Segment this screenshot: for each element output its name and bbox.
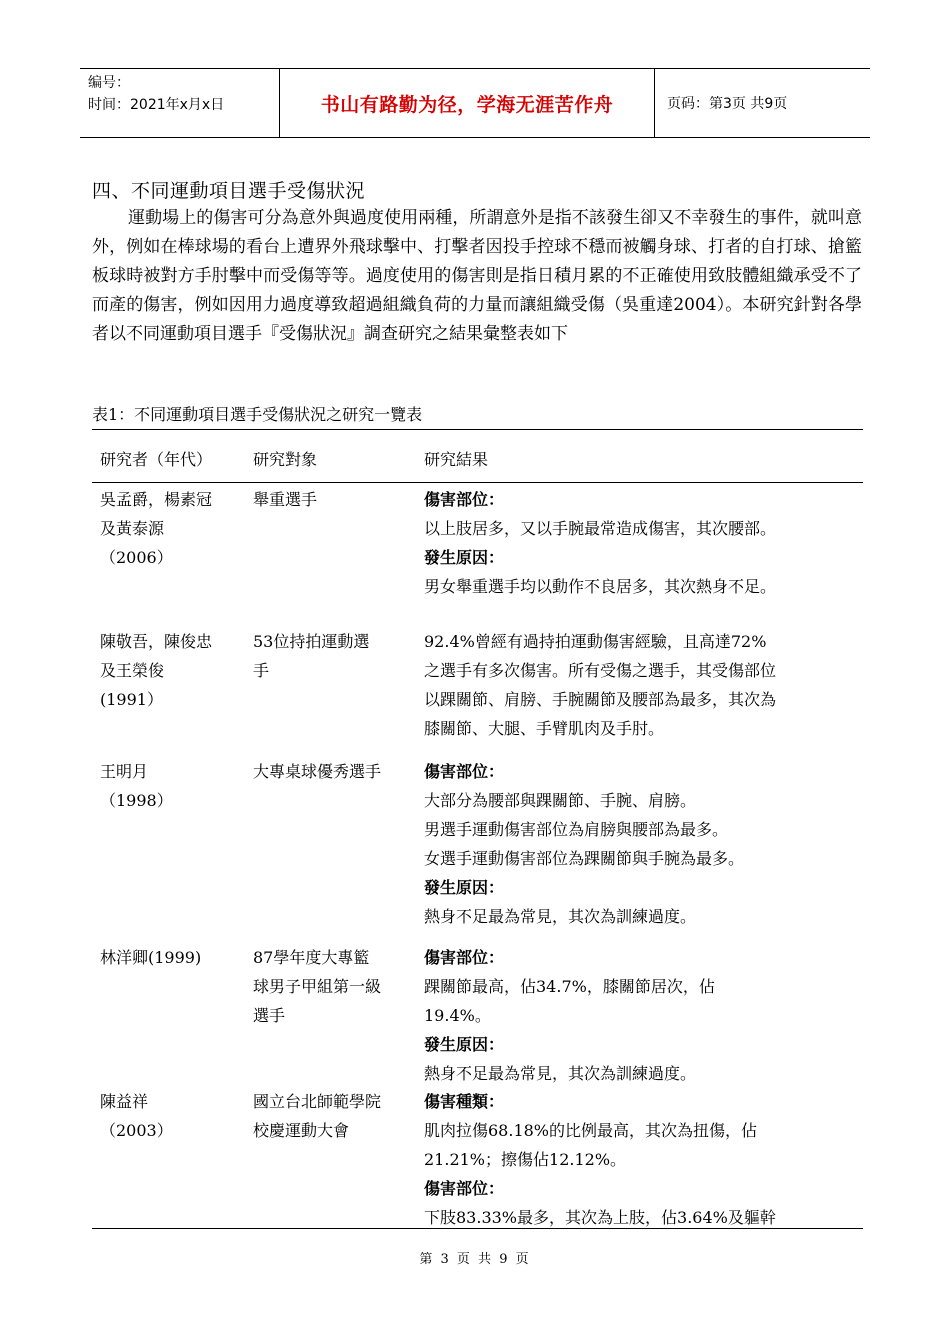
results-heading: 發生原因： [424, 548, 505, 567]
results-line: 膝關節、大腿、手臂肌肉及手肘。 [424, 719, 665, 738]
section-title: 四、不同運動項目選手受傷狀況 [92, 180, 366, 202]
results-heading: 傷害部位： [424, 490, 505, 509]
results-line: 男女舉重選手均以動作不良居多，其次熱身不足。 [424, 577, 777, 596]
table-header-rule [92, 482, 863, 483]
results-line: 踝關節最高，佔34.7%，膝關節居次，佔 [424, 977, 715, 996]
researcher-cell [100, 943, 250, 972]
researcher-line: (1991） [100, 690, 163, 709]
results-cell [424, 943, 860, 1088]
subject-line: 校慶運動大會 [253, 1121, 350, 1140]
results-cell [424, 757, 860, 931]
subject-line: 舉重選手 [253, 490, 318, 509]
researcher-cell [100, 757, 250, 815]
table-caption: 表1：不同運動項目選手受傷狀況之研究一覽表 [92, 405, 423, 424]
results-line: 92.4%曾經有過持拍運動傷害經驗，且高達72% [424, 632, 767, 651]
header-results: 研究結果 [424, 450, 489, 469]
results-line: 21.21%；擦傷佔12.12%。 [424, 1150, 627, 1169]
results-line: 大部分為腰部與踝關節、手腕、肩膀。 [424, 791, 697, 810]
results-line: 肌肉拉傷68.18%的比例最高，其次為扭傷，佔 [424, 1121, 758, 1140]
researcher-line: （2003） [100, 1121, 173, 1140]
page-footer: 第 3 页 共 9 页 [419, 1252, 531, 1267]
subject-line: 大專桌球優秀選手 [253, 762, 382, 781]
researcher-line: （1998） [100, 791, 173, 810]
researcher-line: （2006） [100, 548, 173, 567]
results-cell [424, 627, 860, 743]
header-researcher: 研究者（年代） [100, 450, 213, 469]
results-heading: 發生原因： [424, 878, 505, 897]
header-motto-cell [280, 69, 655, 137]
researcher-cell [100, 1087, 250, 1145]
results-line: 下肢83.33%最多，其次為上肢，佔3.64%及軀幹 [424, 1208, 776, 1227]
header-page-cell [655, 69, 870, 137]
header-page-label: 页码：第3页 共9页 [667, 96, 788, 112]
results-line: 女選手運動傷害部位為踝關節與手腕為最多。 [424, 849, 745, 868]
researcher-line: 及黃泰源 [100, 519, 165, 538]
results-line: 熱身不足最為常見，其次為訓練過度。 [424, 907, 697, 926]
researcher-line: 及王榮俊 [100, 661, 165, 680]
subject-cell [253, 757, 413, 786]
results-line: 熱身不足最為常見，其次為訓練過度。 [424, 1064, 697, 1083]
document-header [80, 68, 870, 138]
header-subject: 研究對象 [253, 450, 318, 469]
subject-cell [253, 627, 413, 685]
results-line: 以上肢居多，又以手腕最常造成傷害，其次腰部。 [424, 519, 777, 538]
results-heading: 傷害部位： [424, 762, 505, 781]
researcher-cell [100, 627, 250, 714]
table-bottom-rule [92, 1228, 863, 1229]
researcher-line: 林洋卿(1999) [100, 948, 202, 967]
researcher-cell [100, 485, 250, 572]
document-date-label: 时间：2021年x月x日 [88, 97, 225, 113]
results-line: 男選手運動傷害部位為肩膀與腰部為最多。 [424, 820, 729, 839]
subject-cell [253, 485, 413, 514]
results-heading: 傷害部位： [424, 1179, 505, 1198]
researcher-line: 王明月 [100, 762, 149, 781]
researcher-line: 陳益祥 [100, 1092, 149, 1111]
header-motto: 书山有路勤为径，学海无涯苦作舟 [320, 93, 614, 116]
header-meta [80, 69, 280, 137]
results-line: 以踝關節、肩膀、手腕關節及腰部為最多，其次為 [424, 690, 777, 709]
subject-line: 國立台北師範學院 [253, 1092, 382, 1111]
subject-line: 選手 [253, 1006, 286, 1025]
results-heading: 發生原因： [424, 1035, 505, 1054]
table-top-rule [92, 429, 863, 430]
results-cell [424, 485, 860, 601]
subject-cell [253, 943, 413, 1030]
researcher-line: 吳孟爵，楊素冠 [100, 490, 213, 509]
results-line: 之選手有多次傷害。所有受傷之選手，其受傷部位 [424, 661, 777, 680]
subject-cell [253, 1087, 413, 1145]
researcher-line: 陳敬吾，陳俊忠 [100, 632, 213, 651]
results-cell [424, 1087, 860, 1232]
results-heading: 傷害種類： [424, 1092, 505, 1111]
subject-line: 球男子甲組第一級 [253, 977, 382, 996]
subject-line: 87學年度大專籃 [253, 948, 370, 967]
results-heading: 傷害部位： [424, 948, 505, 967]
document-number-label: 编号： [88, 75, 130, 91]
body-paragraph: 運動場上的傷害可分為意外與過度使用兩種，所謂意外是指不該發生卻又不幸發生的事件，就叫意外，例如在棒球場的看台上遭界外飛球擊中、打擊者因投手控球不穩而被觸身球、打者的自打球、搶籃板球時被對方手肘擊中而受傷等等。過度使用的傷害則是指日積月累的不正確使用致肢體組織承受不了而產的傷害，例如因用力過度導致超過組織負荷的力量而讓組織受傷（吳重達2004）。本研究針對各學者以不同運動項目選手『受傷狀況』調查研究之結果彙整表如下 [92, 208, 862, 344]
subject-line: 53位持拍運動選 [253, 632, 370, 651]
results-line: 19.4%。 [424, 1006, 491, 1025]
subject-line: 手 [253, 661, 270, 680]
